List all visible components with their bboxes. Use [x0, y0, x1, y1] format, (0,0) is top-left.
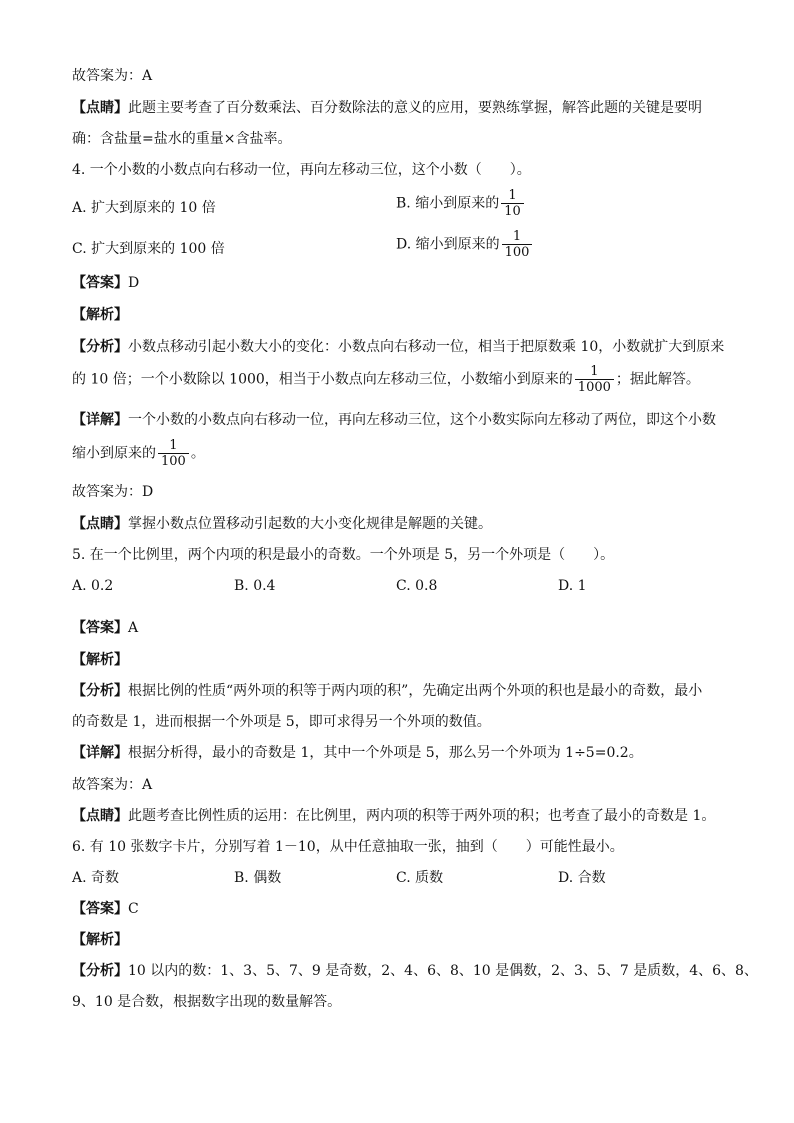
q6-analysis-line-2: 9、10 是合数，根据数字出现的数量解答。: [72, 994, 342, 1010]
q4-answer: [72, 273, 139, 293]
fraction: [575, 364, 614, 395]
q4-option-b-text: B. 缩小到原来的: [396, 195, 500, 212]
q6-option-d: D. 合数: [558, 870, 606, 886]
detail-tag: 【详解】: [72, 412, 128, 428]
q6-option-a: A. 奇数: [72, 870, 120, 886]
q5-analysis-heading: 【解析】: [72, 652, 128, 668]
detail-text: 。: [190, 445, 205, 462]
fraction-denominator: 10: [501, 203, 524, 219]
comment-text: 掌握小数点位置移动引起数的大小变化规律是解题的关键。: [128, 516, 492, 532]
fraction-numerator: 1: [590, 364, 599, 379]
q6-analysis-heading: 【解析】: [72, 932, 128, 948]
comment-tag: 【点睛】: [72, 516, 128, 532]
fraction-numerator: 1: [512, 229, 522, 244]
q4-analysis-line-1: [72, 337, 724, 357]
detail-tag: 【详解】: [72, 745, 128, 761]
q4-option-c: C. 扩大到原来的 100 倍: [72, 241, 225, 257]
q5-answer: [72, 618, 138, 638]
comment-text: 此题主要考查了百分数乘法、百分数除法的意义的应用，要熟练掌握，解答此题的关键是要明: [128, 100, 702, 116]
q4-detail-line-1: [72, 410, 716, 430]
answer-value: D: [128, 275, 140, 291]
q6-analysis-line-1: [72, 961, 758, 981]
q4-option-d: [396, 229, 534, 260]
q5-analysis-line-2: 的奇数是 1，进而根据一个外项是 5，即可求得另一个外项的数值。: [72, 714, 491, 730]
answer-line: 故答案为：A: [72, 68, 153, 84]
analysis-text: 小数点移动引起小数大小的变化：小数点向右移动一位，相当于把原数乘 10，小数就扩大到原来: [128, 339, 725, 355]
q4-analysis-line-2: [72, 364, 700, 395]
q6-option-b: B. 偶数: [234, 870, 282, 886]
analysis-text: 的 10 倍；一个小数除以 1000，相当于小数点向左移动三位，小数缩小到原来的: [72, 371, 573, 388]
q6-option-c: C. 质数: [396, 870, 444, 886]
answer-tag: 【答案】: [72, 901, 128, 917]
analysis-text: ；据此解答。: [615, 371, 700, 388]
q5-detail: [72, 743, 643, 763]
analysis-tag: 【分析】: [72, 963, 128, 979]
fraction: [501, 188, 524, 219]
q4-final-answer: 故答案为：D: [72, 484, 154, 500]
q4-analysis-heading: 【解析】: [72, 307, 128, 323]
q6-stem: 6. 有 10 张数字卡片，分别写着 1－10，从中任意抽取一张，抽到（ ）可能性最小。: [72, 839, 624, 855]
comment-line-cont: 确：含盐量=盐水的重量×含盐率。: [72, 131, 292, 147]
comment-tag: 【点睛】: [72, 100, 128, 116]
analysis-text: 根据比例的性质“两外项的积等于两内项的积”，先确定出两个外项的积也是最小的奇数，最小: [128, 683, 703, 699]
q4-option-a: A. 扩大到原来的 10 倍: [72, 200, 216, 216]
analysis-tag: 【分析】: [72, 683, 128, 699]
analysis-text: 10 以内的数：1、3、5、7、9 是奇数，2、4、6、8、10 是偶数，2、3、5、7 是质数，4、6、8、: [128, 963, 758, 979]
detail-text: 缩小到原来的: [72, 445, 156, 462]
q5-option-c: C. 0.8: [396, 578, 438, 594]
answer-value: A: [128, 620, 139, 636]
fraction-denominator: 100: [158, 453, 189, 469]
detail-text: 根据分析得，最小的奇数是 1，其中一个外项是 5，那么另一个外项为 1÷5=0.2。: [128, 745, 643, 761]
fraction: [502, 229, 533, 260]
q4-stem: 4. 一个小数的小数点向右移动一位，再向左移动三位，这个小数（ ）。: [72, 162, 531, 178]
q4-option-d-text: D. 缩小到原来的: [396, 236, 500, 253]
q5-comment: [72, 806, 715, 826]
fraction-numerator: 1: [169, 438, 178, 453]
q4-detail-line-2: [72, 438, 205, 469]
detail-text: 一个小数的小数点向右移动一位，再向左移动三位，这个小数实际向左移动了两位，即这个小数: [128, 412, 716, 428]
fraction-denominator: 1000: [575, 379, 614, 395]
q5-option-d: D. 1: [558, 578, 587, 594]
answer-value: C: [128, 901, 139, 917]
analysis-tag: 【分析】: [72, 339, 128, 355]
q4-comment: [72, 514, 492, 534]
q5-stem: 5. 在一个比例里，两个内项的积是最小的奇数。一个外项是 5，另一个外项是（ ）。: [72, 547, 615, 563]
fraction-denominator: 100: [502, 244, 533, 260]
fraction: [158, 438, 189, 469]
fraction-numerator: 1: [508, 188, 517, 203]
answer-tag: 【答案】: [72, 620, 128, 636]
comment-line: [72, 98, 702, 118]
q6-answer: [72, 899, 139, 919]
comment-text: 此题考查比例性质的运用：在比例里，两内项的积等于两外项的积；也考查了最小的奇数是 1。: [128, 808, 716, 824]
q5-final-answer: 故答案为：A: [72, 777, 153, 793]
q5-analysis-line-1: [72, 681, 702, 701]
q5-option-b: B. 0.4: [234, 578, 276, 594]
q4-option-b: [396, 188, 526, 219]
answer-tag: 【答案】: [72, 275, 128, 291]
comment-tag: 【点睛】: [72, 808, 128, 824]
q5-option-a: A. 0.2: [72, 578, 114, 594]
